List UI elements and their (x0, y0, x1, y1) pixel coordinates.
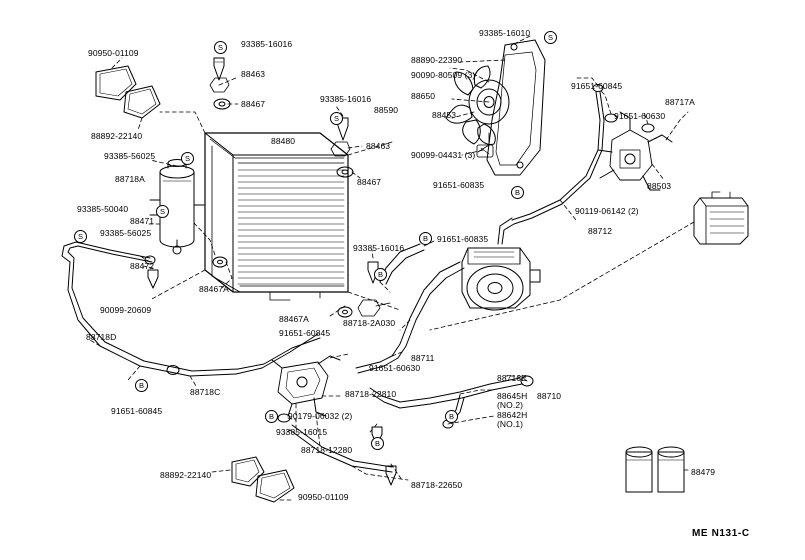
part-label: 91651-60845 (111, 406, 163, 416)
marker-b: B (135, 379, 148, 392)
marker-b: B (371, 437, 384, 450)
part-label: 90099-04431 (3) (411, 150, 476, 160)
part-label: 90099-20609 (100, 305, 152, 315)
part-label: 91651-60845 (279, 328, 331, 338)
part-label: 88718A (115, 174, 145, 184)
part-label: 90950-01109 (88, 48, 139, 58)
part-label: 88892-22140 (160, 470, 212, 480)
part-label: 88463 (241, 69, 266, 79)
part-label: 88645H (497, 391, 528, 401)
marker-s: S (156, 205, 169, 218)
part-label: 88718D (86, 332, 117, 342)
condenser-core (205, 133, 348, 300)
oring-cans (626, 447, 684, 492)
part-label: 88650 (411, 91, 436, 101)
diagram-code: ME N131-C (692, 528, 750, 539)
part-label: (NO.2) (497, 400, 524, 410)
part-label: 88467A (199, 284, 229, 294)
marker-b: B (445, 410, 458, 423)
part-label: 90950-01109 (298, 492, 349, 502)
marker-s: S (181, 152, 194, 165)
part-label: 88892-22140 (91, 131, 143, 141)
part-label: 93385-50040 (77, 204, 129, 214)
marker-b: B (265, 410, 278, 423)
pad-top-left (96, 66, 160, 118)
part-label: 88718C (190, 387, 221, 397)
part-label: 90090-80509 (3) (411, 70, 476, 80)
part-label: 91651-60630 (614, 111, 666, 121)
part-label: 88479 (691, 467, 716, 477)
part-label: 91651-60835 (433, 180, 485, 190)
part-label: 88712 (588, 226, 613, 236)
part-label: 88480 (271, 136, 296, 146)
part-label: 90179-06032 (2) (288, 411, 353, 421)
part-label: 88467A (279, 314, 309, 324)
part-label: 93385-16016 (353, 243, 405, 253)
part-label: 88718-22810 (345, 389, 397, 399)
part-label: 88711 (411, 353, 435, 363)
compressor (462, 248, 540, 310)
part-label: 91651-60630 (369, 363, 421, 373)
part-label: 88453 (432, 110, 457, 120)
part-label: 88710 (537, 391, 562, 401)
part-label: 91651-60845 (571, 81, 623, 91)
part-label: 93385-56025 (104, 151, 156, 161)
part-label: 93385-16015 (276, 427, 328, 437)
part-label: 91651-60835 (437, 234, 489, 244)
hose-88712 (498, 85, 604, 245)
part-label: 88472 (130, 261, 155, 271)
marker-b: B (419, 232, 432, 245)
part-label: 88467 (357, 177, 382, 187)
marker-b: B (511, 186, 524, 199)
part-label: 88503 (647, 181, 672, 191)
marker-s: S (544, 31, 557, 44)
part-label: 88718-12280 (301, 445, 353, 455)
part-label: 88590 (374, 105, 399, 115)
marker-b: B (374, 268, 387, 281)
ac-amplifier (694, 192, 748, 244)
part-label: 88716E (497, 373, 527, 383)
part-label: 88467 (241, 99, 266, 109)
part-label: 88642H (497, 410, 528, 420)
part-label: 88718-22650 (411, 480, 463, 490)
marker-s: S (214, 41, 227, 54)
part-label: 93385-16010 (479, 28, 531, 38)
part-label: 88718-2A030 (343, 318, 396, 328)
part-label: 93385-16016 (241, 39, 293, 49)
part-label: 93385-16016 (320, 94, 372, 104)
marker-s: S (330, 112, 343, 125)
part-label: 88890-22390 (411, 55, 463, 65)
part-label: 93385-56025 (100, 228, 152, 238)
pressure-switch-assembly (598, 112, 672, 190)
pad-bottom-left (232, 457, 294, 502)
marker-s: S (74, 230, 87, 243)
part-label: (NO.1) (497, 419, 524, 429)
part-label: 90119-06142 (2) (575, 206, 639, 216)
part-label: 88471 (130, 216, 155, 226)
part-label: 88463 (366, 141, 391, 151)
part-label: 88717A (665, 97, 695, 107)
